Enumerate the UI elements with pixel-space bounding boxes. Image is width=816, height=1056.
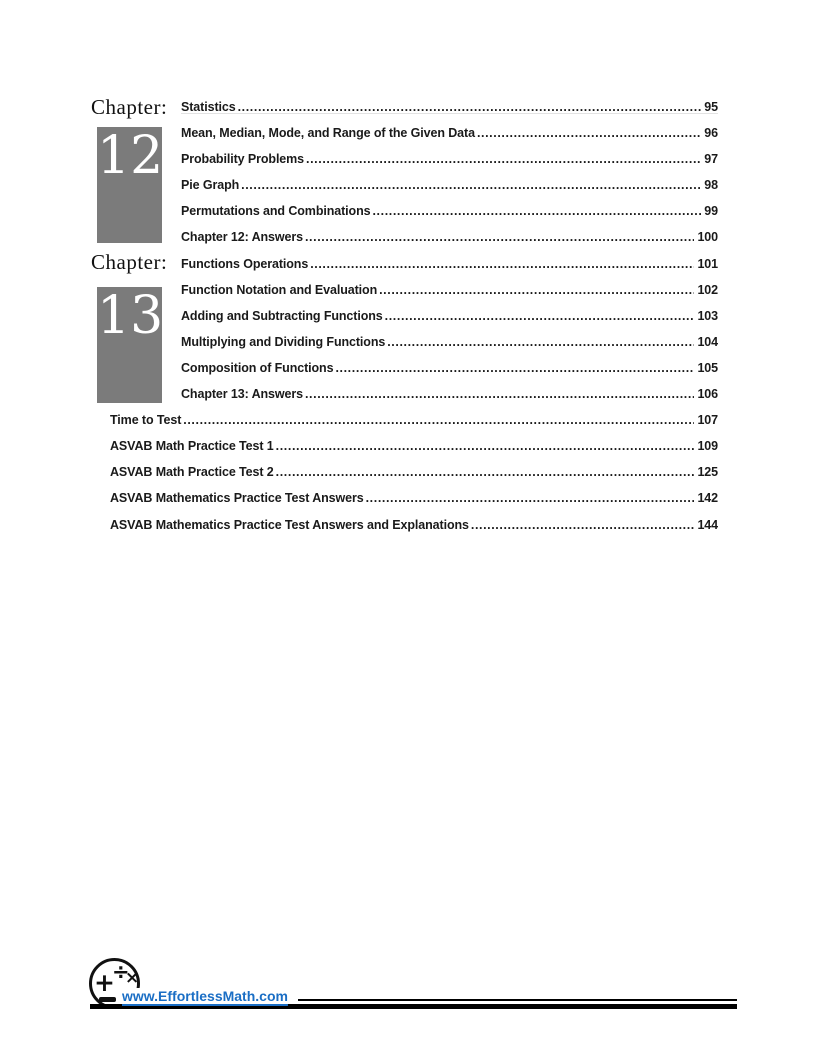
plus-icon: + xyxy=(94,968,115,997)
toc-entry-page: 103 xyxy=(697,308,718,323)
toc-dot-leader xyxy=(477,126,701,140)
toc-dot-leader xyxy=(385,309,695,323)
toc-dot-leader xyxy=(310,257,694,271)
toc-entry[interactable] xyxy=(181,92,718,118)
chapter-13-number: 13 xyxy=(97,286,164,346)
toc-dot-leader xyxy=(366,491,695,505)
toc-entry[interactable] xyxy=(110,431,718,457)
toc-entry-label: Time to Test xyxy=(110,413,182,428)
toc-entry[interactable] xyxy=(181,301,718,327)
toc-entry-label: Function Notation and Evaluation xyxy=(181,282,378,297)
toc-entry-label: ASVAB Mathematics Practice Test Answers and Explanations xyxy=(110,517,469,532)
toc-dot-leader xyxy=(335,361,694,375)
toc-entry[interactable] xyxy=(181,353,718,379)
toc-entry-page: 142 xyxy=(697,491,718,506)
footer-rule-thin xyxy=(298,999,737,1001)
toc-entry-page: 101 xyxy=(697,256,718,271)
toc-entry-page: 144 xyxy=(697,517,718,532)
toc-entry-label: ASVAB Math Practice Test 2 xyxy=(110,465,274,480)
toc-entry[interactable] xyxy=(181,222,718,248)
toc-entry-label: Multiplying and Dividing Functions xyxy=(181,334,386,349)
toc-entry-label: Composition of Functions xyxy=(181,360,334,375)
toc-entry-page: 102 xyxy=(697,282,718,297)
toc-entry-label: Statistics xyxy=(181,100,236,114)
toc-entry[interactable] xyxy=(181,379,718,405)
toc-entry-page: 104 xyxy=(697,334,718,349)
toc-entry[interactable] xyxy=(110,457,718,483)
toc-dot-leader xyxy=(305,387,694,401)
chapter-12-number: 12 xyxy=(97,126,164,186)
toc-dot-leader xyxy=(306,152,701,166)
multiply-icon: × xyxy=(125,968,140,988)
toc-entry-page: 100 xyxy=(697,230,718,245)
effortless-math-link[interactable]: www.EffortlessMath.com xyxy=(122,988,288,1004)
chapter-12-label: Chapter: xyxy=(91,95,168,119)
toc-entry-page: 105 xyxy=(697,360,718,375)
divide-icon: ÷ xyxy=(112,960,130,984)
toc-entry[interactable] xyxy=(110,510,718,536)
toc-entry-label: ASVAB Mathematics Practice Test Answers xyxy=(110,491,364,506)
toc-entry[interactable] xyxy=(181,144,718,170)
toc-entry-label: Probability Problems xyxy=(181,152,305,167)
toc-dot-leader xyxy=(471,518,695,532)
toc-entry[interactable] xyxy=(181,170,718,196)
toc-entry-label: Adding and Subtracting Functions xyxy=(181,308,383,323)
toc-dot-leader xyxy=(183,413,694,427)
toc-entry-page: 97 xyxy=(704,152,718,167)
toc-entry[interactable] xyxy=(181,249,718,275)
toc-entry-page: 95 xyxy=(704,100,718,114)
toc-entry-label: Permutations and Combinations xyxy=(181,204,371,219)
footer-rule-thick xyxy=(90,1004,737,1009)
toc-entry-label: Chapter 12: Answers xyxy=(181,230,303,245)
toc-dot-leader xyxy=(387,335,694,349)
toc-dot-leader xyxy=(276,439,695,453)
toc-dot-leader xyxy=(276,465,695,479)
toc-entry-label: Pie Graph xyxy=(181,178,240,193)
toc-entry-page: 109 xyxy=(697,439,718,454)
toc-dot-leader xyxy=(305,230,694,244)
toc-entry[interactable] xyxy=(110,405,718,431)
toc-entry-label: ASVAB Math Practice Test 1 xyxy=(110,439,274,454)
toc-entry-page: 106 xyxy=(697,387,718,402)
toc-dot-leader xyxy=(241,178,701,192)
toc-entry[interactable] xyxy=(110,483,718,509)
toc-entry-label: Mean, Median, Mode, and Range of the Given Data xyxy=(181,126,475,141)
toc-dot-leader xyxy=(238,100,702,114)
toc-entry-page: 96 xyxy=(704,126,718,141)
toc-entry-page: 98 xyxy=(704,178,718,193)
toc-entry[interactable] xyxy=(181,327,718,353)
toc-entry[interactable] xyxy=(181,118,718,144)
toc-list xyxy=(0,92,816,536)
toc-dot-leader xyxy=(372,204,701,218)
minus-icon xyxy=(99,997,116,1002)
toc-entry[interactable] xyxy=(181,275,718,301)
toc-entry-page: 125 xyxy=(697,465,718,480)
toc-entry-label: Chapter 13: Answers xyxy=(181,387,303,402)
toc-entry-page: 107 xyxy=(697,413,718,428)
toc-entry-page: 99 xyxy=(704,204,718,219)
toc-entry-label: Functions Operations xyxy=(181,256,309,271)
toc-dot-leader xyxy=(379,283,694,297)
toc-entry[interactable] xyxy=(181,196,718,222)
chapter-13-label: Chapter: xyxy=(91,250,168,274)
